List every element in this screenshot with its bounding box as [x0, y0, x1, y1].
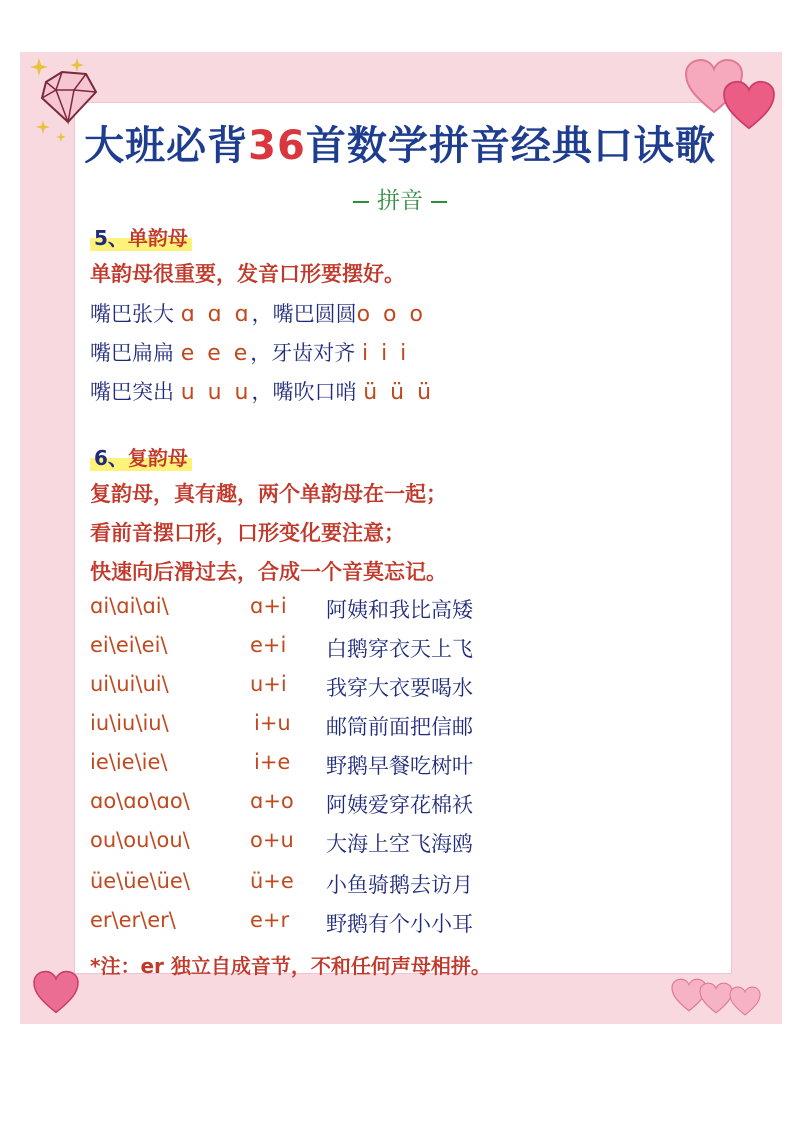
rhyme-text: 小鱼骑鹅去访月	[326, 873, 473, 897]
section5-number: 5、	[94, 226, 128, 250]
rhyme-text: 阿姨爱穿花棉袄	[326, 793, 473, 817]
section5-line	[90, 376, 434, 406]
heart-icon	[32, 970, 80, 1014]
formula-text: ü+e	[250, 869, 294, 893]
title-prefix: 大班必背	[84, 123, 249, 169]
section6-number: 6、	[94, 446, 128, 470]
section5-heading	[90, 222, 192, 251]
footnote: *注：er 独立自成音节，不和任何声母相拼。	[90, 954, 491, 978]
section5-title: 单韵母	[127, 226, 188, 250]
sparkle-icon	[70, 58, 84, 72]
section6-title: 复韵母	[127, 446, 188, 470]
formula-text: e+r	[250, 908, 290, 932]
section6-intro: 复韵母，真有趣，两个单韵母在一起；	[90, 482, 447, 506]
formula-text: o+u	[250, 828, 294, 852]
line-text: ，嘴巴圆圆	[251, 302, 357, 326]
rhyme-text: 邮筒前面把信邮	[326, 715, 473, 739]
tone-text: üe\üe\üe\	[90, 869, 190, 893]
pinyin-text: o o o	[356, 302, 426, 327]
section5-intro: 单韵母很重要，发音口形要摆好。	[90, 262, 405, 286]
formula-text: u+i	[250, 672, 287, 696]
section6-intro: 看前音摆口形，口形变化要注意；	[90, 521, 405, 545]
pinyin-text: i i i	[361, 341, 410, 366]
pinyin-text: ɑ ɑ ɑ	[180, 302, 252, 327]
heart-icon	[728, 986, 762, 1016]
section5-line	[90, 337, 409, 367]
rhyme-text: 我穿大衣要喝水	[326, 676, 473, 700]
rhyme-text: 野鹅有个小小耳	[326, 912, 473, 936]
formula-text: ɑ+o	[250, 789, 294, 813]
dash-right	[431, 201, 447, 203]
line-text: ，牙齿对齐	[250, 341, 356, 365]
section6-heading	[90, 442, 192, 471]
tone-text: iu\iu\iu\	[90, 711, 169, 735]
formula-text: ɑ+i	[250, 594, 287, 618]
tone-text: ɑi\ɑi\ɑi\	[90, 594, 169, 618]
rhyme-text: 阿姨和我比高矮	[326, 598, 473, 622]
line-text: ，嘴吹口哨	[251, 380, 357, 404]
tone-text: ei\ei\ei\	[90, 633, 168, 657]
pinyin-text: ü ü ü	[363, 380, 435, 405]
formula-text: i+e	[254, 750, 291, 774]
pinyin-text: u u u	[180, 380, 252, 405]
formula-text: e+i	[250, 633, 287, 657]
rhyme-text: 大海上空飞海鸥	[326, 832, 473, 856]
tone-text: ou\ou\ou\	[90, 828, 190, 852]
line-text: 嘴巴张大	[90, 302, 174, 326]
section6-intro: 快速向后滑过去，合成一个音莫忘记。	[90, 560, 447, 584]
pinyin-text: e e e	[180, 341, 251, 366]
tone-text: ui\ui\ui\	[90, 672, 169, 696]
title-number: 36	[248, 123, 306, 169]
section5-line	[90, 298, 426, 328]
page-title	[0, 114, 800, 171]
tone-text: er\er\er\	[90, 908, 176, 932]
tone-text: ɑo\ɑo\ɑo\	[90, 789, 190, 813]
title-suffix: 首数学拼音经典口诀歌	[305, 123, 716, 169]
line-text: 嘴巴突出	[90, 380, 174, 404]
sparkle-icon	[30, 58, 48, 76]
subtitle	[0, 182, 800, 215]
tone-text: ie\ie\ie\	[90, 750, 168, 774]
formula-text: i+u	[254, 711, 291, 735]
subtitle-text: 拼音	[377, 188, 423, 214]
dash-left	[353, 201, 369, 203]
rhyme-text: 野鹅早餐吃树叶	[326, 754, 473, 778]
line-text: 嘴巴扁扁	[90, 341, 174, 365]
rhyme-text: 白鹅穿衣天上飞	[326, 637, 473, 661]
